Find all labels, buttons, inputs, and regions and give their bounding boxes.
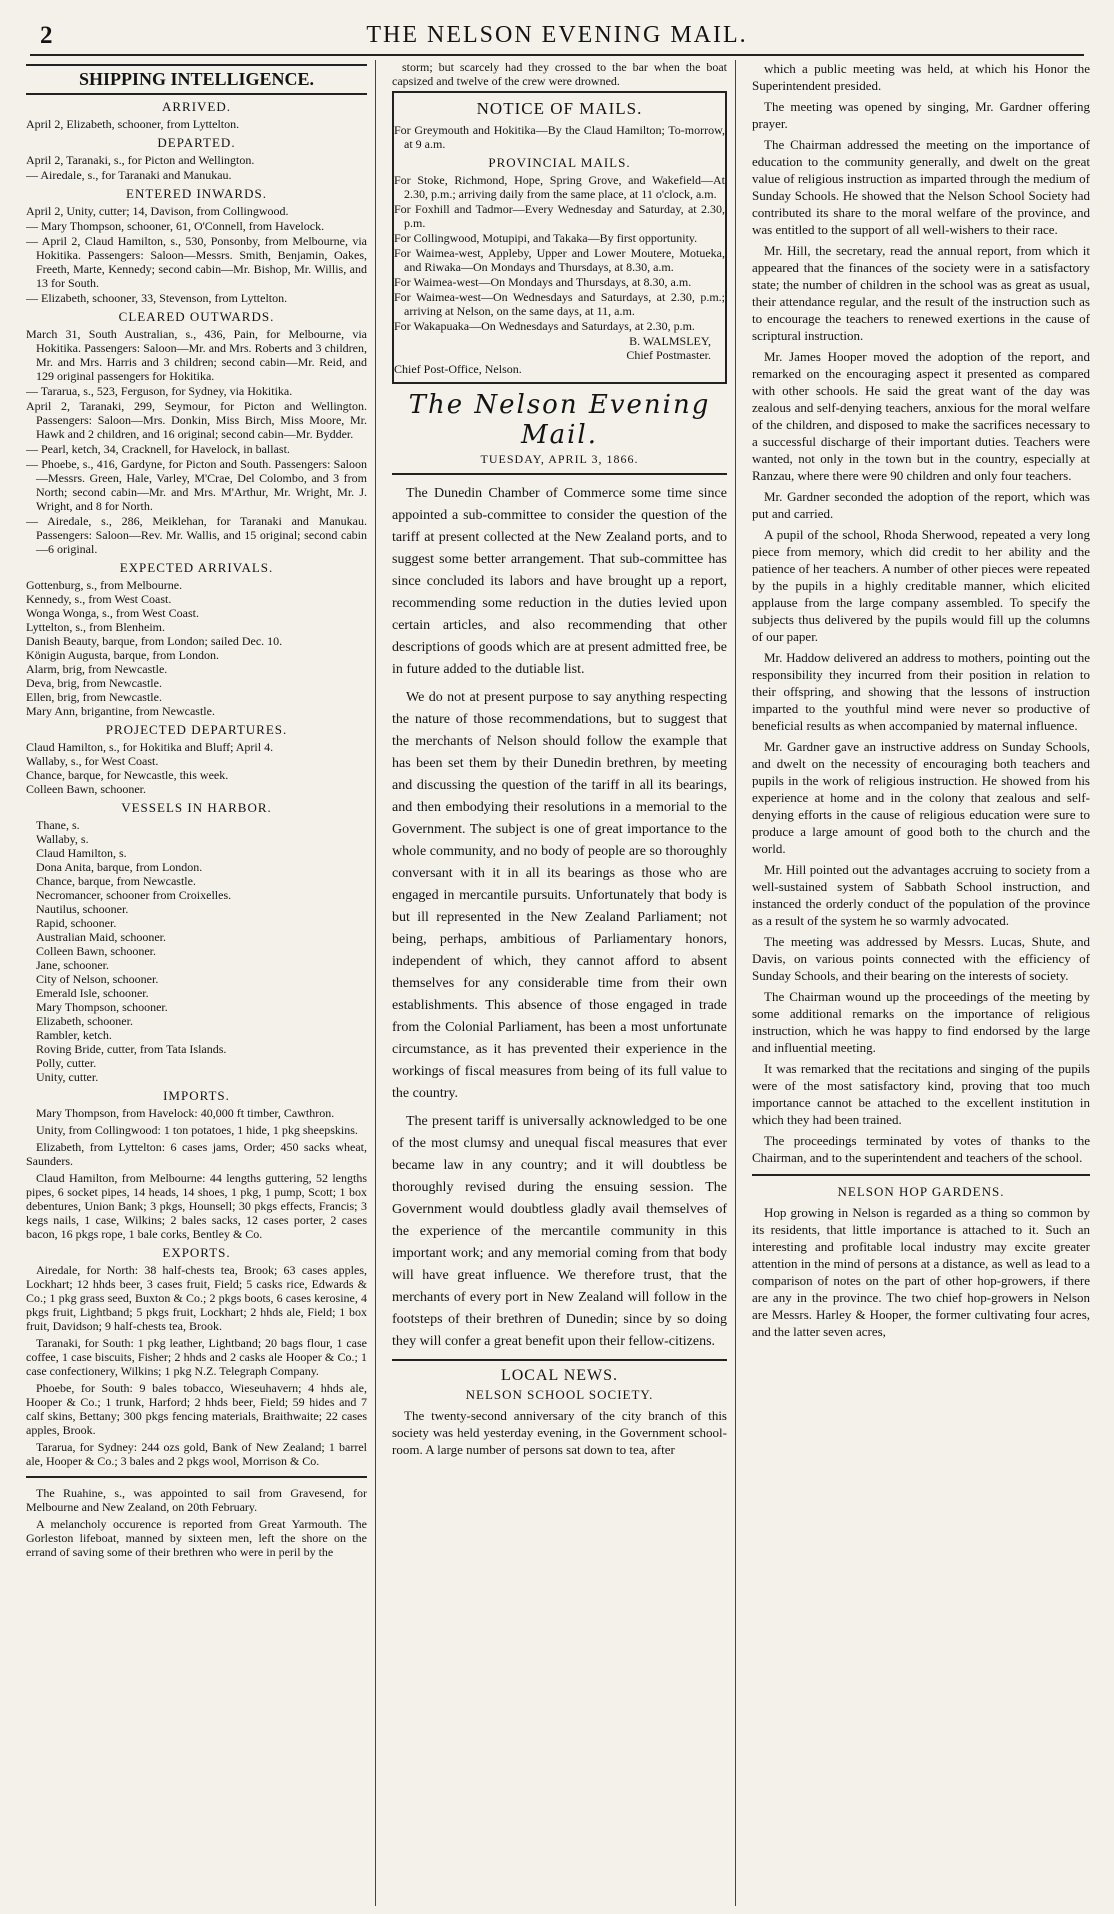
list-item: Danish Beauty, barque, from London; sailed Dec. 10. — [26, 634, 283, 648]
list-item: Lyttelton, s., from Blenheim. — [26, 620, 165, 634]
list-item: Deva, brig, from Newcastle. — [26, 676, 162, 690]
issue-date: TUESDAY, APRIL 3, 1866. — [392, 452, 727, 475]
signature-title: Chief Postmaster. — [626, 348, 711, 362]
newspaper-title: THE NELSON EVENING MAIL. — [366, 22, 748, 48]
list-item: For Collingwood, Motupipi, and Takaka—By first opportunity. — [394, 231, 698, 245]
list-item: Jane, schooner. — [36, 958, 109, 972]
provincial-heading: PROVINCIAL MAILS. — [488, 155, 631, 170]
continued-text: storm; but scarcely had they crossed to the bar when the boat capsized and twelve of the crew were drowned. — [392, 60, 727, 88]
list-item: Chance, barque, from Newcastle. — [36, 874, 196, 888]
list-item: Elizabeth, from Lyttelton: 6 cases jams, Order; 450 sacks wheat, Saunders. — [26, 1140, 367, 1168]
entered-heading: ENTERED INWARDS. — [126, 186, 267, 201]
list-item: — April 2, Claud Hamilton, s., 530, Ponsonby, from Melbourne, via Hokitika. Passengers: Saloon—Messrs. Smith, Benjamin, Oakes, Freeth, Marte, Kennedy; second cabin—Mr. Bishop, Mr. Willis, and 13 for South. — [26, 234, 367, 290]
hop-gardens-heading: NELSON HOP GARDENS. — [837, 1184, 1005, 1199]
list-item: Unity, cutter. — [36, 1070, 99, 1084]
list-item: — Airedale, s., 286, Meiklehan, for Taranaki and Manukau. Passengers: Saloon—Rev. Mr. Wallis, and 15 original; second cabin—6 original. — [26, 514, 367, 556]
list-item: Roving Bride, cutter, from Tata Islands. — [36, 1042, 227, 1056]
divider — [26, 1476, 367, 1478]
list-item: Airedale, for North: 38 half-chests tea, Brook; 63 cases apples, Lockhart; 12 hhds beer, 3 cases fruit, Field; 5 casks rice, Edwards & Co.; 1 pkg grass seed, Buxton & Co.; 2 pkgs boots, 6 cases kerosine, 4 pkgs fruit, Lightband; 5 pkgs fruit, Lockhart; 2 hhds ale, Field; 1 box fruit, Davidson; 9 half-chests tea, Brook. — [26, 1263, 367, 1333]
list-item: March 31, South Australian, s., 436, Pain, for Melbourne, via Hokitika. Passengers: Saloon—Mr. and Mrs. Roberts and 3 children, Mr. and Mrs. Harris and 3 children; second cabin—Mr. Reid, and 129 original passengers for Hokitika. — [26, 327, 367, 383]
list-item: City of Nelson, schooner. — [36, 972, 159, 986]
shipping-title: SHIPPING INTELLIGENCE. — [26, 64, 367, 95]
list-item: Rambler, ketch. — [36, 1028, 112, 1042]
arrived-heading: ARRIVED. — [161, 99, 232, 114]
list-item: A pupil of the school, Rhoda Sherwood, repeated a very long piece from memory, which did credit to her ability and the patience of her teachers. A number of other pieces were repeated by the pupils in a highly creditable manner, which elicited applause from the large company assembled. To specify the subjects thus delivered by the pupils would fill up the columns of our paper. — [752, 527, 1090, 644]
list-item: Claud Hamilton, s., for Hokitika and Bluff; April 4. — [26, 740, 274, 754]
list-item: Thane, s. — [36, 818, 80, 832]
list-item: Claud Hamilton, from Melbourne: 44 lengths guttering, 52 lengths pipes, 6 socket pipes, 14 heads, 14 shoes, 1 pkg, 1 pump, Scott; 1 box debentures, Union Bank; 3 pkgs, Hounsell; 30 pkgs effects, Francis; 3 kegs nails, 1 case, Wilkins; 2 bales sacks, 12 cases porter, 2 cases bacon, 16 pkgs rope, 1 bale corks, Bentley & Co. — [26, 1171, 367, 1241]
expected-list — [26, 578, 367, 718]
editorial-masthead: The Nelson Evening Mail. — [408, 390, 711, 450]
list-item: Mr. James Hooper moved the adoption of the report, and remarked on the encouraging aspect it presented as compared with other schools. He said the great want of the day was zealous and self-denying teachers, anxious for the moral welfare of the children, and disposed to make the sacrifices necessary to a successful discharge of their important duties. Teachers were wanted, not only in the town but in the country, especially at Ranzau, where there were 90 children and only four teachers. — [752, 349, 1090, 483]
list-item: April 2, Taranaki, 299, Seymour, for Picton and Wellington. Passengers: Saloon—Mrs. Donkin, Miss Birch, Miss Moore, Mr. Hawk and 2 children, and 16 original; second cabin—Mr. Bydder. — [26, 399, 367, 441]
masthead — [30, 18, 1084, 56]
shipping-notes — [26, 1486, 367, 1559]
list-item: Wonga Wonga, s., from West Coast. — [26, 606, 199, 620]
projected-list — [26, 740, 367, 796]
list-item: We do not at present purpose to say anything respecting the nature of those recommendations, but to suggest that the merchants of Nelson should follow the example that has been set them by their Dunedin brethren, by meeting and discussing the question of the tariff in all its bearings, and then embodying their resolutions in a memorial to the Government. The subject is one of great importance to the whole community, and no body of people are so thoroughly conversant with it in all its bearings as those who are engaged in mercantile pursuits. Unfortunately that body is but ill represented in the New Zealand Parliament; not being, perhaps, ambitious of Parliamentary honors, independent of which, they cannot afford to absent themselves for any considerable time from their own establishments. This absence of those engaged in trade from the Colonial Parliament, has been a most unfortunate circumstance, as it has prevented their experience in the workings of fiscal measures from being of its full value to the country. — [392, 690, 727, 1101]
column-shipping — [26, 60, 376, 1906]
list-item: which a public meeting was held, at which his Honor the Superintendent presided. — [752, 61, 1090, 93]
list-item: Mr. Haddow delivered an address to mothers, pointing out the responsibility they incurred from their position in relation to their offspring, and showing that the lessons of instruction imparted to the youthful mind were never so productive of beneficial results as when accompanied by maternal influence. — [752, 650, 1090, 733]
column-local-news — [744, 60, 1090, 1906]
departed-heading: DEPARTED. — [157, 135, 236, 150]
list-item: Mary Thompson, from Havelock: 40,000 ft timber, Cawthron. — [36, 1106, 335, 1120]
list-item: For Foxhill and Tadmor—Every Wednesday and Saturday, at 2.30, p.m. — [394, 202, 725, 230]
list-item: Mr. Hill, the secretary, read the annual report, from which it appeared that the finances of the society were in a satisfactory state; the number of children in the school was as great as usual, their attendance regular, and the result of the instruction such as to encourage the teachers to renewed exertions in the cause of scriptural instruction. — [752, 243, 1090, 343]
list-item: Mary Ann, brigantine, from Newcastle. — [26, 704, 215, 718]
list-item: — Elizabeth, schooner, 33, Stevenson, from Lyttelton. — [26, 291, 288, 305]
list-item: — Pearl, ketch, 34, Cracknell, for Havelock, in ballast. — [26, 442, 290, 456]
list-item: — Airedale, s., for Taranaki and Manukau. — [26, 168, 232, 182]
list-item: Colleen Bawn, schooner. — [36, 944, 156, 958]
hop-gardens-text: Hop growing in Nelson is regarded as a thing so common by its residents, that little importance is attached to it. Such an interesting and profitable local industry may excite greater attention in the mind of persons at a distance, as well as lead to a comparison of notes on the part of other hop-growers, if there are any in the province. The two chief hop-growers in Nelson are Messrs. Harley & Hooper, the former cultivating four acres, and the latter seven acres, — [752, 1205, 1090, 1339]
list-item: Mary Thompson, schooner. — [36, 1000, 168, 1014]
expected-heading: EXPECTED ARRIVALS. — [119, 560, 274, 575]
imports-list — [26, 1106, 367, 1241]
list-item: The meeting was addressed by Messrs. Lucas, Shute, and Davis, on various points connected with the efficiency of Sunday Schools, and their bearing on the interests of society. — [752, 934, 1090, 983]
school-society-intro: The twenty-second anniversary of the city branch of this society was held yesterday evening, in the Government school-room. A large number of persons sat down to tea, after — [392, 1408, 727, 1457]
list-item: Phoebe, for South: 9 bales tobacco, Wieseuhavern; 4 hhds ale, Hooper & Co.; 1 trunk, Harford; 2 hhds beer, Field; 59 hides and 7 calf skins, Bettany; 300 pkgs fencing materials, Braithwaite; 22 cases apples, Brook. — [26, 1381, 367, 1437]
list-item: — Phoebe, s., 416, Gardyne, for Picton and South. Passengers: Saloon—Messrs. Green, Hale, Varley, M'Crae, Del Colombo, and 3 from North; second cabin—Mr. and Mrs. M'Arthur, Mr. Wright, Mr. J. Wright, and 8 for North. — [26, 457, 367, 513]
signature-name: B. WALMSLEY, — [629, 334, 711, 348]
list-item: Königin Augusta, barque, from London. — [26, 648, 219, 662]
list-item: The Ruahine, s., was appointed to sail from Gravesend, for Melbourne and New Zealand, on 20th February. — [26, 1486, 367, 1514]
list-item: Mr. Gardner seconded the adoption of the report, which was put and carried. — [752, 489, 1090, 521]
list-item: Rapid, schooner. — [36, 916, 117, 930]
list-item: For Wakapuaka—On Wednesdays and Saturdays, at 2.30, p.m. — [394, 319, 695, 333]
list-item: Australian Maid, schooner. — [36, 930, 166, 944]
list-item: For Waimea-west, Appleby, Upper and Lower Moutere, Motueka, and Riwaka—On Mondays and Thursdays, at 8.30, a.m. — [394, 246, 725, 274]
exports-heading: EXPORTS. — [162, 1245, 231, 1260]
list-item: A melancholy occurence is reported from Great Yarmouth. The Gorleston lifeboat, manned by sixteen men, left the shore on the errand of saving some of their brethren who were in peril by the — [26, 1517, 367, 1559]
list-item: Elizabeth, schooner. — [36, 1014, 133, 1028]
column-editorial — [384, 60, 736, 1906]
list-item: It was remarked that the recitations and singing of the pupils were of the most satisfactory kind, proving that too much importance cannot be attached to the excellent institution in which they had been trained. — [752, 1061, 1090, 1127]
mail-first: For Greymouth and Hokitika—By the Claud Hamilton; To-morrow, at 9 a.m. — [394, 123, 725, 151]
entered-list — [26, 204, 367, 305]
list-item: The Dunedin Chamber of Commerce some time since appointed a sub-committee to consider the question of the tariff at present collected at the New Zealand ports, and to suggest some better arrangement. That sub-committee has since concluded its labors and have brought up a report, recommending some reduction in the duties levied upon certain articles, and also recommending that other descriptions of goods which are at present admitted free, be in future added to the dutiable list. — [392, 486, 727, 677]
list-item: Colleen Bawn, schooner. — [26, 782, 146, 796]
cleared-heading: CLEARED OUTWARDS. — [118, 309, 275, 324]
list-item: Gottenburg, s., from Melbourne. — [26, 578, 183, 592]
list-item: Kennedy, s., from West Coast. — [26, 592, 172, 606]
departed-list — [26, 153, 367, 182]
list-item: Tararua, for Sydney: 244 ozs gold, Bank of New Zealand; 1 barrel ale, Hooper & Co.; 3 bales and 2 pkgs wool, Morrison & Co. — [26, 1440, 367, 1468]
list-item: Taranaki, for South: 1 pkg leather, Lightband; 20 bags flour, 1 case coffee, 1 case biscuits, Fisher; 2 hhds and 2 casks ale Hooper & Co.; 1 case confectionery, Wilkins; 1 pkg N.Z. Telegraph Company. — [26, 1336, 367, 1378]
list-item: Claud Hamilton, s. — [36, 846, 127, 860]
list-item: April 2, Taranaki, s., for Picton and Wellington. — [26, 153, 255, 167]
projected-heading: PROJECTED DEPARTURES. — [105, 722, 288, 737]
list-item: Mr. Hill pointed out the advantages accruing to society from a well-sustained system of Sabbath School instruction, and instanced the orderly conduct of the population of the province as a result of the system he so warmly advocated. — [752, 862, 1090, 928]
mail-notice — [392, 91, 727, 384]
list-item: For Stoke, Richmond, Hope, Spring Grove, and Wakefield—At 2.30, p.m.; arriving daily from the same place, at 11 o'clock, a.m. — [394, 173, 725, 201]
list-item: April 2, Elizabeth, schooner, from Lyttelton. — [26, 117, 240, 131]
imports-heading: IMPORTS. — [163, 1088, 230, 1103]
arrived-list — [26, 117, 367, 131]
list-item: Dona Anita, barque, from London. — [36, 860, 203, 874]
cleared-list — [26, 327, 367, 556]
list-item: — Mary Thompson, schooner, 61, O'Connell, from Havelock. — [26, 219, 325, 233]
divider — [752, 1174, 1090, 1176]
signature-place: Chief Post-Office, Nelson. — [394, 362, 522, 376]
list-item: Nautilus, schooner. — [36, 902, 129, 916]
harbor-heading: VESSELS IN HARBOR. — [121, 800, 272, 815]
list-item: — Tararua, s., 523, Ferguson, for Sydney, via Hokitika. — [26, 384, 293, 398]
list-item: Polly, cutter. — [36, 1056, 97, 1070]
list-item: Wallaby, s. — [36, 832, 89, 846]
list-item: Unity, from Collingwood: 1 ton potatoes, 1 hide, 1 pkg sheepskins. — [36, 1123, 358, 1137]
list-item: Necromancer, schooner from Croixelles. — [36, 888, 232, 902]
list-item: The proceedings terminated by votes of thanks to the Chairman, and to the superintendent and teachers of the school. — [752, 1133, 1090, 1165]
list-item: The meeting was opened by singing, Mr. Gardner offering prayer. — [752, 99, 1090, 131]
provincial-mail-list — [394, 173, 725, 333]
mail-notice-title: NOTICE OF MAILS. — [476, 99, 643, 118]
school-society-heading: NELSON SCHOOL SOCIETY. — [465, 1387, 654, 1402]
page-number: 2 — [40, 22, 53, 49]
list-item: Alarm, brig, from Newcastle. — [26, 662, 168, 676]
exports-list — [26, 1263, 367, 1468]
list-item: Emerald Isle, schooner. — [36, 986, 149, 1000]
harbor-list — [26, 818, 367, 1084]
list-item: The Chairman addressed the meeting on the importance of education to the community generally, and dwelt on the great value of religious instruction as imparted through the medium of Sunday Schools. He showed that the Nelson School Society had contributed its share to the moral welfare of the province, and was entitled to the support of all well-wishers to their race. — [752, 137, 1090, 237]
list-item: The Chairman wound up the proceedings of the meeting by some additional remarks on the importance of religious instruction, which he was happy to find endorsed by the large and influential meeting. — [752, 989, 1090, 1055]
school-society-report — [752, 60, 1090, 1166]
list-item: Ellen, brig, from Newcastle. — [26, 690, 162, 704]
editorial-text — [392, 483, 727, 1353]
list-item: April 2, Unity, cutter; 14, Davison, from Collingwood. — [26, 204, 289, 218]
list-item: The present tariff is universally acknowledged to be one of the most clumsy and unequal fiscal measures that ever became law in any country; and it will doubtless be thoroughly revised during the ensuing session. The Government would doubtless gladly avail themselves of the experience of the mercantile community in this important work; and any memorial coming from that body will have great influence. We therefore trust, that the merchants of every port in New Zealand will follow in the footsteps of their brethren of Dunedin; since by so doing they will confer a great benefit upon their fellow-citizens. — [392, 1114, 727, 1349]
list-item: For Waimea-west—On Wednesdays and Saturdays, at 2.30, p.m.; arriving at Nelson, on the same days, at 11, a.m. — [394, 290, 725, 318]
list-item: Wallaby, s., for West Coast. — [26, 754, 159, 768]
list-item: For Waimea-west—On Mondays and Thursdays, at 8.30, a.m. — [394, 275, 692, 289]
list-item: Mr. Gardner gave an instructive address on Sunday Schools, and dwelt on the necessity of encouraging both teachers and pupils in the work of religious instruction. He showed from his experience at home and in the colony that zealous and self-denying efforts in the cause of religious education were sure to produce a large amount of good both to the church and the world. — [752, 739, 1090, 856]
list-item: Chance, barque, for Newcastle, this week. — [26, 768, 229, 782]
local-news-heading: LOCAL NEWS. — [392, 1359, 727, 1385]
